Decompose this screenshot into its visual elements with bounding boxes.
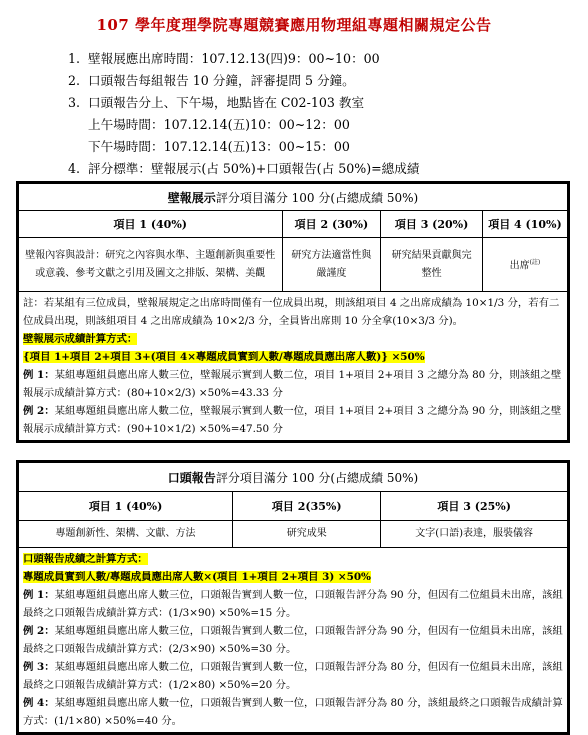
oral-notes	[19, 548, 568, 733]
poster-header-text: 評分項目滿分 100 分(占總成績 50%)	[215, 190, 419, 205]
example-text: 某組專題組員應出席人數二位，壁報展示實到人數一位，項目 1+項目 2+項目 3 之總分為 90 分，則該組之壁報展示成績計算方式：(90+10×1/2) ×50%=47.50 分	[23, 405, 562, 435]
oral-cell-item1: 專題創新性、架構、文獻、方法	[19, 521, 233, 548]
example-text: 某組專題組員應出席人數一位，口頭報告實到人數一位，口頭報告評分為 80 分，該組最終之口頭報告成績計算方式：(1/1×80) ×50%=40 分。	[23, 697, 563, 727]
example-label: 例 4：	[23, 697, 55, 709]
poster-cell-item4-note: (註)	[529, 258, 541, 266]
poster-col-item4: 項目 4 (10%)	[482, 211, 567, 238]
oral-example	[23, 586, 563, 622]
poster-note: 註：若某組有三位成員，壁報展規定之出席時間僅有一位成員出現，則該組項目 4 之出席成績為 10×1/3 分，若有二位成員出現，則該組項目 4 之出席成績為 10×2/3 分，全員皆出席則 10 分全拿(10×3/3 分)。	[23, 297, 560, 327]
example-text: 某組專題組員應出席人數三位，口頭報告實到人數二位，口頭報告評分為 90 分，但因有一位組員未出席，該組最終之口頭報告成績計算方式：(2/3×90) ×50%=30 分。	[23, 625, 563, 655]
oral-example	[23, 622, 563, 658]
rule-text: 上午場時間：107.12.14(五)10：00~12：00	[88, 117, 350, 132]
rule-text: 口頭報告每組報告 10 分鐘，評審提問 5 分鐘。	[88, 73, 355, 88]
oral-col-item1: 項目 1 (40%)	[19, 492, 233, 521]
rule-text: 評分標準：壁報展示(占 50%)+口頭報告(占 50%)=總成績	[88, 161, 420, 176]
example-text: 某組專題組員應出席人數三位，口頭報告實到人數一位，口頭報告評分為 90 分，但因有二位組員未出席，該組最終之口頭報告成績計算方式：(1/3×90) ×50%=15 分。	[23, 589, 563, 619]
oral-table-header	[19, 463, 568, 492]
example-label: 例 1：	[23, 589, 55, 601]
rule-item	[68, 48, 419, 70]
example-label: 例 1：	[23, 369, 55, 381]
poster-cell-item2: 研究方法適當性與嚴謹度	[282, 238, 381, 292]
oral-cell-item2: 研究成果	[233, 521, 381, 548]
poster-cell-item1: 壁報內容與設計：研究之內容與水準、主題創新與重要性或意義、參考文獻之引用及圖文之排版、架構、美觀	[19, 238, 283, 292]
rules-list	[68, 48, 419, 180]
poster-example	[23, 402, 563, 438]
poster-cell-item3: 研究結果貢獻與完整性	[381, 238, 483, 292]
poster-cell-item4	[482, 238, 567, 292]
example-label: 例 3：	[23, 661, 55, 673]
rule-item	[68, 158, 419, 180]
rule-text: 口頭報告分上、下午場，地點皆在 C02-103 教室	[88, 95, 365, 110]
poster-col-item2: 項目 2 (30%)	[282, 211, 381, 238]
oral-example	[23, 694, 563, 730]
rule-number: 4.	[68, 161, 81, 176]
oral-header-text: 評分項目滿分 100 分(占總成績 50%)	[215, 470, 419, 485]
poster-col-item1: 項目 1 (40%)	[19, 211, 283, 238]
document-title: 107 學年度理學院專題競賽應用物理組專題相關規定公告	[96, 16, 492, 34]
rule-text: 下午場時間：107.12.14(五)13：00~15：00	[88, 139, 350, 154]
rule-text: 壁報展應出席時間：107.12.13(四)9：00~10：00	[88, 51, 380, 66]
rule-number: 1.	[68, 51, 81, 66]
poster-cell-item4-text: 出席	[509, 260, 530, 272]
example-label: 例 2：	[23, 625, 55, 637]
example-text: 某組專題組員應出席人數二位，口頭報告實到人數一位，口頭報告評分為 80 分，但因有一位組員未出席，該組最終之口頭報告成績計算方式：(1/2×80) ×50%=20 分。	[23, 661, 563, 691]
rule-subitem	[68, 136, 419, 158]
oral-header-bold: 口頭報告	[167, 470, 216, 485]
oral-formula: 專題成員實到人數/專題成員應出席人數×(項目 1+項目 2+項目 3) ×50%	[23, 571, 371, 583]
example-text: 某組專題組員應出席人數三位，壁報展示實到人數二位，項目 1+項目 2+項目 3 之總分為 80 分，則該組之壁報展示成績計算方式：(80+10×2/3) ×50%=43.33 分	[23, 369, 562, 399]
poster-col-item3: 項目 3 (20%)	[381, 211, 483, 238]
poster-formula-title: 壁報展示成績計算方式：	[23, 333, 138, 345]
oral-col-item3: 項目 3 (25%)	[381, 492, 568, 521]
poster-example	[23, 366, 563, 402]
oral-col-item2: 項目 2(35%)	[233, 492, 381, 521]
rule-number: 3.	[68, 95, 81, 110]
oral-cell-item3: 文字(口語)表達，服裝儀容	[381, 521, 568, 548]
poster-scoring-table	[16, 181, 570, 443]
poster-notes	[19, 292, 568, 441]
oral-scoring-table	[16, 460, 570, 735]
example-label: 例 2：	[23, 405, 55, 417]
poster-header-bold: 壁報展示	[167, 190, 216, 205]
oral-example	[23, 658, 563, 694]
rule-number: 2.	[68, 73, 81, 88]
poster-formula: {項目 1+項目 2+項目 3+(項目 4×專題成員實到人數/專題成員應出席人數)} ×50%	[23, 351, 425, 363]
rule-item	[68, 92, 419, 114]
rule-subitem	[68, 114, 419, 136]
rule-item	[68, 70, 419, 92]
poster-table-header	[19, 184, 568, 211]
oral-formula-title: 口頭報告成績之計算方式：	[23, 553, 148, 565]
